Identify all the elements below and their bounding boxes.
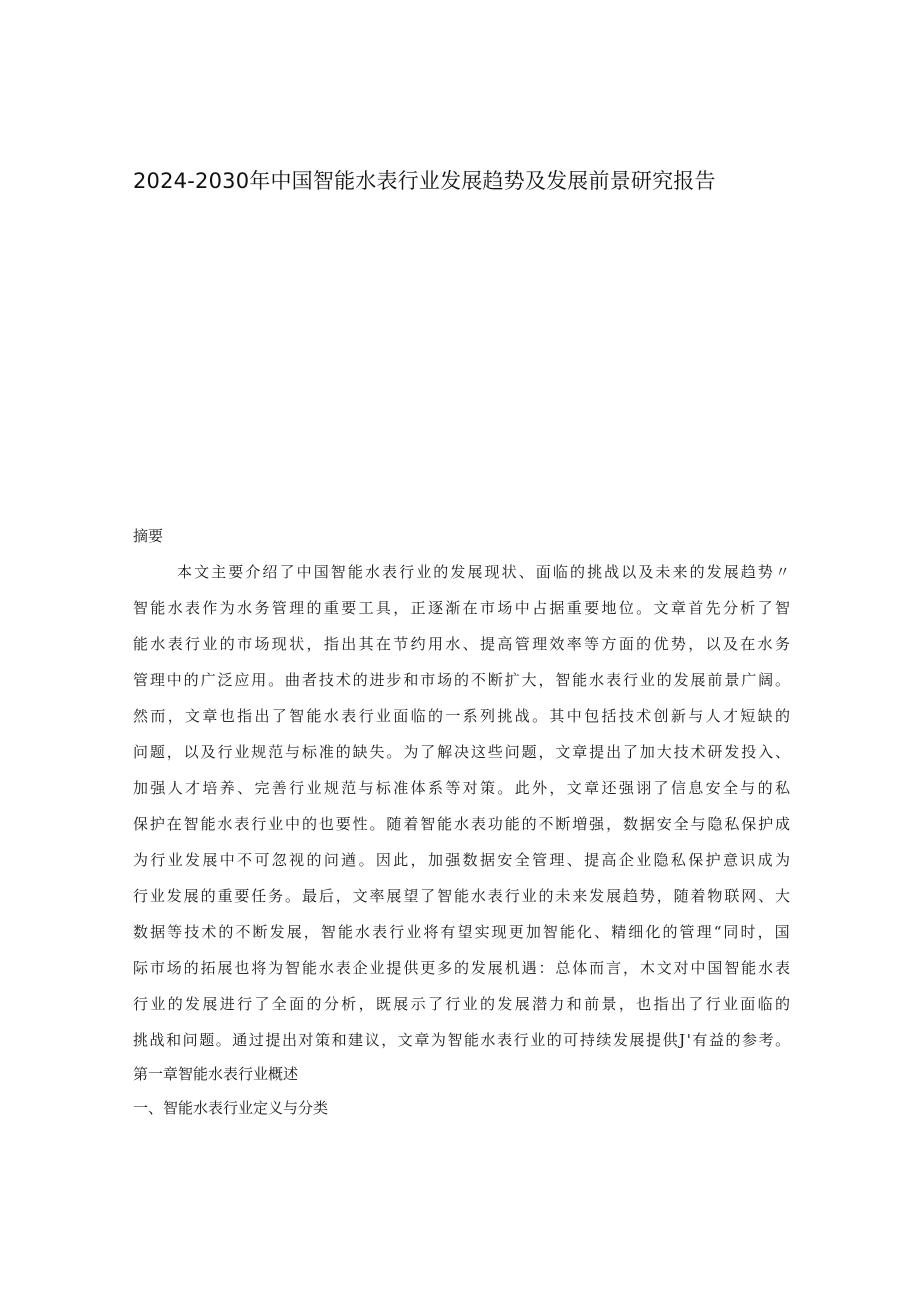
abstract-line: 行业的发展进行了全面的分析，既展示了行业的发展潜力和前景，也指出了行业面临的 [133,995,793,1013]
abstract-line: 能水表行业的市场现状，指出其在节约用水、提高管理效率等方面的优势，以及在水务 [133,635,793,653]
abstract-line: 问题，以及行业规范与标准的缺失。为了解决这些问题，文章提出了加大技术研发投入、 [133,743,792,761]
abstract-line: 加强人才培养、完善行业规范与标准体系等对策。此外，文章还强诩了信息安全与的私 [133,779,793,797]
section-heading: 一、智能水表行业定义与分类 [133,1099,329,1117]
abstract-line: 管理中的广泛应用。曲者技术的进步和市场的不断扩大，智能水表行业的发展前景广阔。 [133,671,792,689]
chapter-heading: 第一章智能水表行业概述 [133,1065,299,1083]
abstract-line: 挑战和问题。通过提出对策和建议，文章为智能水表行业的可持续发展提供J'有益的参考。 [133,1031,792,1049]
abstract-line: 智能水表作为水务管理的重要工具，正逐渐在市场中占据重要地位。文章首先分析了智 [133,599,793,617]
abstract-line: 际市场的拓展也将为智能水表企业提供更多的发展机遇：总体而言，木文对中国智能水表 [133,959,792,977]
abstract-line: 本文主要介绍了中国智能水表行业的发展现状、面临的挑战以及未来的发展趋势〃 [177,563,793,581]
abstract-heading: 摘要 [133,527,164,545]
abstract-line: 保护在智能水表行业中的也要性。随着智能水表功能的不断増强，数据安全与隐私保护成 [133,815,792,833]
document-title: 2024-2030年中国智能水表行业发展趋势及发展前景研究报告 [133,169,716,193]
abstract-line: 然而，文章也指出了智能水表行业面临的一系列挑战。其中包括技术创新与人才短缺的 [133,707,793,725]
abstract-line: 数据等技术的不断发展，智能水表行业将有望实现更加智能化、精细化的管理“同时，国 [133,923,792,941]
abstract-line: 行业发展的重要任务。最后，文率展望了智能水表行业的未来发展趋势，随着物联网、大 [133,887,792,905]
abstract-line: 为行业发展中不可忽视的问遒。因此，加强数据安全管理、提高企业隐私保护意识成为 [133,851,793,869]
